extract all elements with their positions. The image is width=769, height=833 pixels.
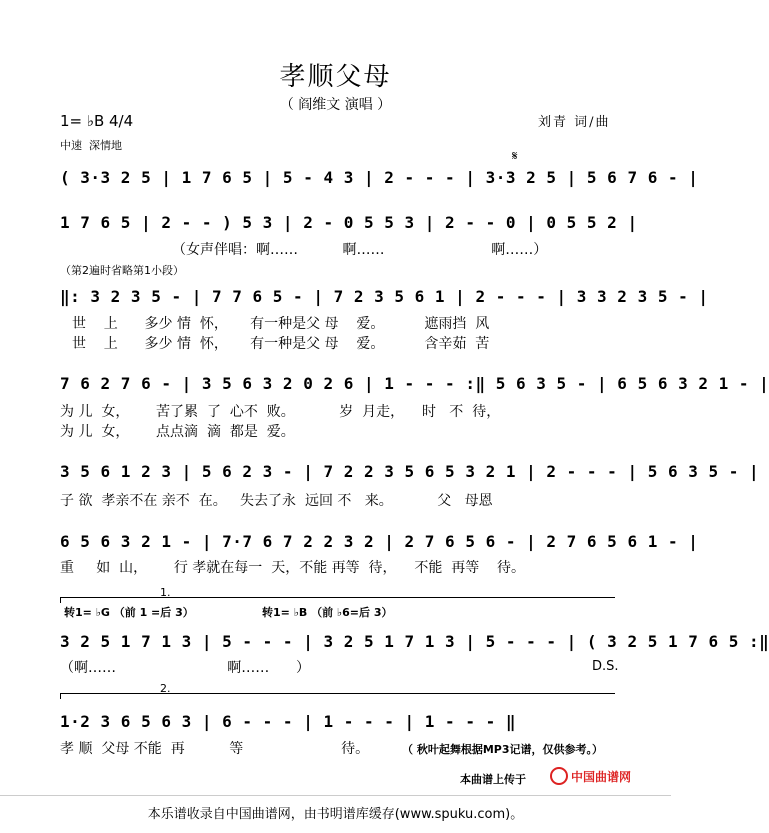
score-line-3: ‖: 3 2 3 5 - | 7 7 6 5 - | 7 2 3 5 6 1 | 2 - - - | 3 3 2 3 5 - | <box>60 287 709 306</box>
score-line-6: 6 5 6 3 2 1 - | 7·7 6 7 2 2 3 2 | 2 7 6 5 6 - | 2 7 6 5 6 1 - | <box>60 532 699 551</box>
repeat-note: （第2遍时省略第1小段） <box>60 264 184 277</box>
tempo-marking: 中速 深情地 <box>60 139 122 152</box>
composer-credit: 刘青 词/曲 <box>538 115 611 130</box>
transcription-note: （ 秋叶起舞根据MP3记谱，仅供参考。） <box>402 743 603 756</box>
performer-subtitle: （ 阎维文 演唱 ） <box>279 97 392 113</box>
footer-divider <box>0 795 671 796</box>
score-line-1: ( 3·3 2 5 | 1 7 6 5 | 5 - 4 3 | 2 - - - | 3·3 2 5 | 5 6 7 6 - | <box>60 168 699 187</box>
key-signature: 1= ♭B 4/4 <box>60 112 134 130</box>
lyric-line-5: 子 欲 孝亲不在 亲不 在。 失去了永 远回 不 来。 父 母恩 <box>60 493 493 509</box>
lyric-line-4a: 为 儿 女， 苦了累 了 心不 败。 岁 月走， 时 不 待， <box>60 404 501 420</box>
lyric-line-8: 孝 顺 父母 不能 再 等 待。 <box>60 741 370 757</box>
segno-icon: 𝄋 <box>512 149 518 164</box>
modulation-1: 转1= ♭G （前 1 =后 3） <box>64 606 194 619</box>
lyric-line-3a: 世 上 多少 情 怀， 有一种是父 母 爱。 遮雨挡 风 <box>72 316 490 332</box>
volta-2-bracket <box>60 693 615 694</box>
lyric-line-2: （女声伴唱：啊…… 啊…… 啊……） <box>172 242 548 258</box>
volta-2-label: 2. <box>160 682 171 695</box>
ds-marking: D.S. <box>592 659 619 674</box>
upload-label: 本曲谱上传于 <box>460 773 526 786</box>
lyric-line-3b: 世 上 多少 情 怀， 有一种是父 母 爱。 含辛茹 苦 <box>72 336 490 352</box>
score-line-4: 7 6 2 7 6 - | 3 5 6 3 2 0 2 6 | 1 - - - :‖ 5 6 3 5 - | 6 5 6 3 2 1 - | <box>60 374 769 393</box>
score-line-7: 3 2 5 1 7 1 3 | 5 - - - | 3 2 5 1 7 1 3 | 5 - - - | ( 3 2 5 1 7 6 5 :‖ <box>60 632 769 651</box>
lyric-line-6: 重 如 山， 行 孝就在每一 天，不能 再等 待， 不能 再等 待。 <box>60 560 526 576</box>
logo-mark-icon <box>551 768 567 784</box>
site-logo[interactable] <box>549 765 641 787</box>
lyric-line-4b: 为 儿 女， 点点滴 滴 都是 爱。 <box>60 424 295 440</box>
volta-1-label: 1. <box>160 586 171 599</box>
volta-1-tick <box>60 597 61 603</box>
page-title: 孝顺父母 <box>279 62 392 92</box>
score-line-2: 1 7 6 5 | 2 - - ) 5 3 | 2 - 0 5 5 3 | 2 - - 0 | 0 5 5 2 | <box>60 213 638 232</box>
score-line-8: 1·2 3 6 5 6 3 | 6 - - - | 1 - - - | 1 - - - ‖ <box>60 712 516 731</box>
volta-1-bracket <box>60 597 615 598</box>
logo-text: 中国曲谱网 <box>571 770 632 784</box>
source-footer: 本乐谱收录自中国曲谱网，由书明谱库缓存(www.spuku.com)。 <box>147 807 524 822</box>
lyric-line-7: （啊…… 啊…… ） <box>60 660 310 676</box>
volta-2-tick <box>60 693 61 699</box>
score-line-5: 3 5 6 1 2 3 | 5 6 2 3 - | 7 2 2 3 5 6 5 3 2 1 | 2 - - - | 5 6 3 5 - | <box>60 462 760 481</box>
modulation-2: 转1= ♭B （前 ♭6=后 3） <box>262 606 393 619</box>
